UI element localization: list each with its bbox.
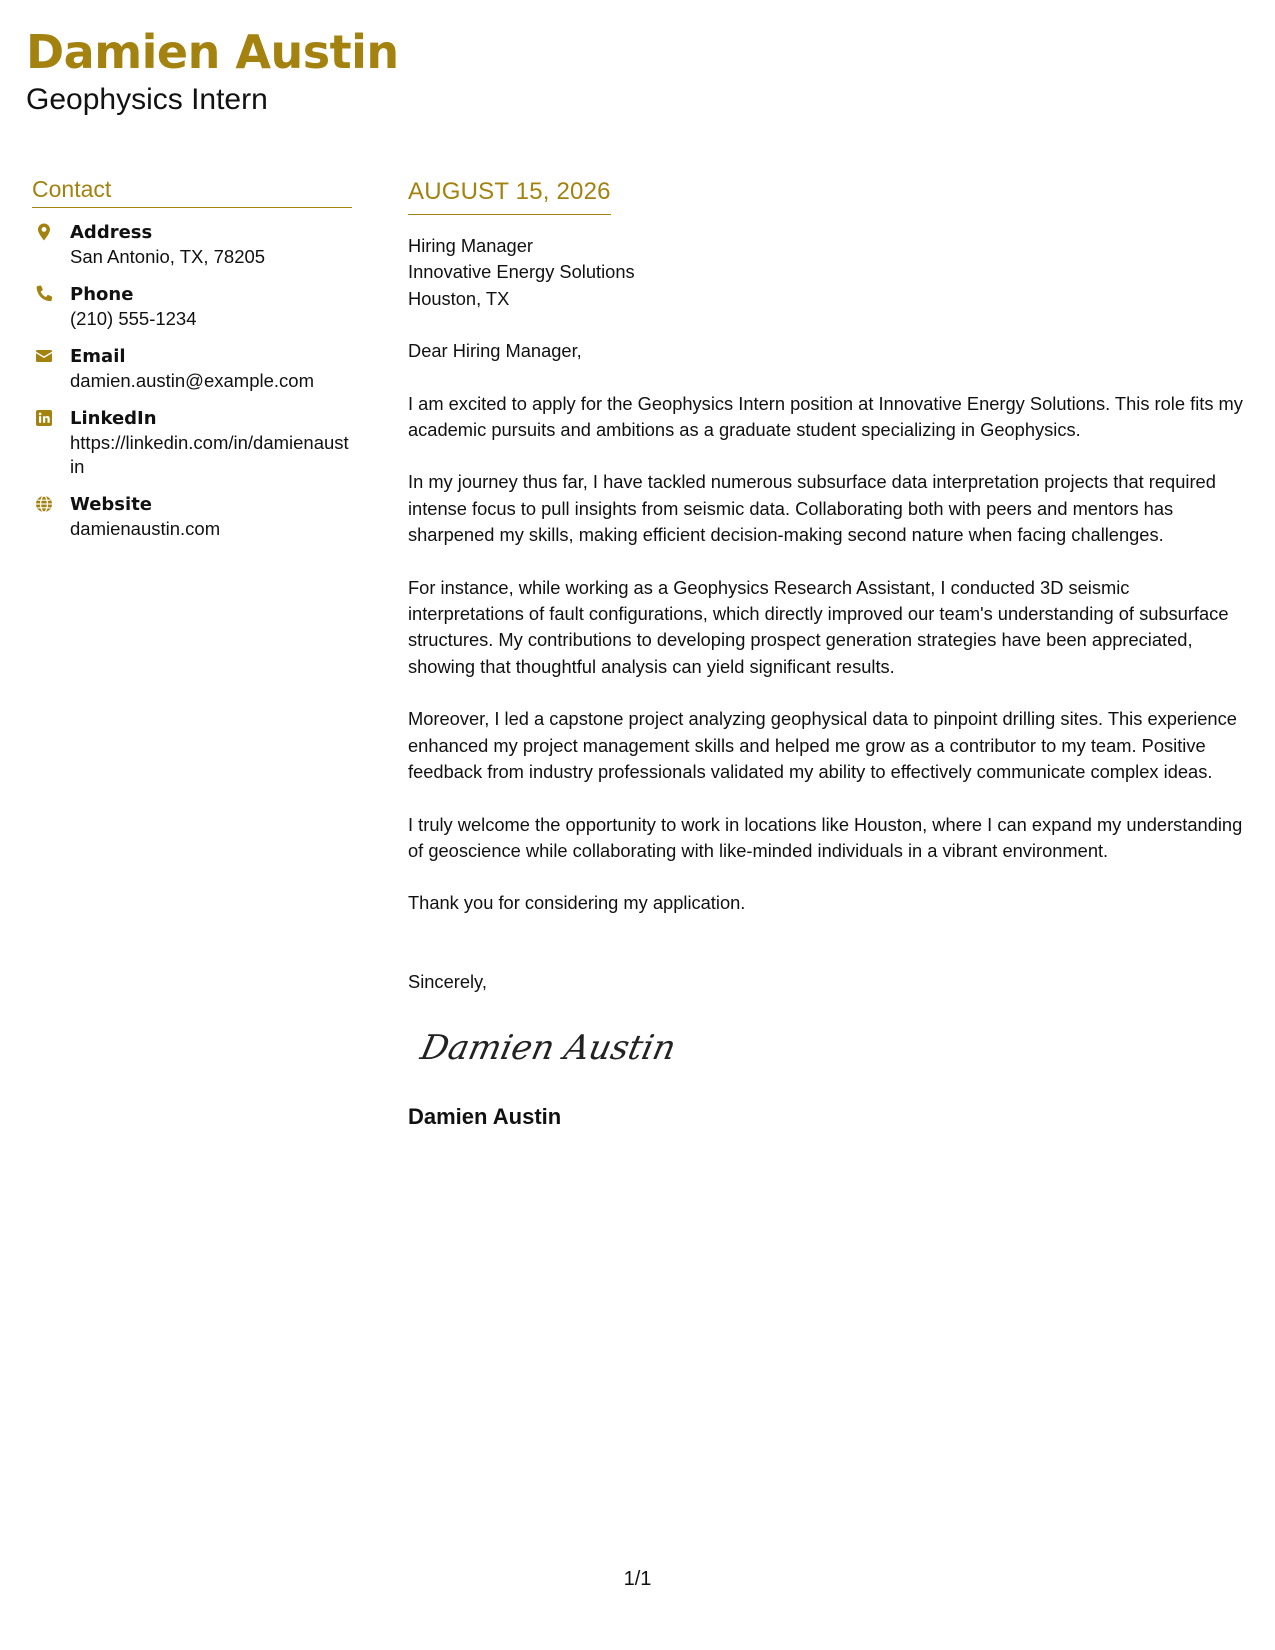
paragraph-research: For instance, while working as a Geophysics Research Assistant, I conducted 3D seismic interpretations of fault configurations, which directly improved our team's understanding of subsurface structures. My contributions to developing prospect generation strategies have been appreciated, showing that thoughtful analysis can yield significant results. bbox=[408, 576, 1229, 677]
signature-image bbox=[416, 1017, 676, 1077]
envelope-icon bbox=[34, 346, 54, 366]
phone-value: (210) 555-1234 bbox=[70, 308, 197, 329]
paragraph-thanks: Thank you for considering my application. bbox=[408, 892, 746, 914]
website-value[interactable]: damienaustin.com bbox=[70, 518, 221, 539]
closing: Sincerely, bbox=[408, 970, 487, 992]
recipient-block bbox=[408, 233, 1248, 312]
linkedin-icon bbox=[34, 408, 54, 428]
contact-sidebar bbox=[32, 176, 352, 554]
contact-item-email bbox=[32, 344, 352, 393]
contact-section-title: Contact bbox=[32, 176, 352, 208]
applicant-name: Damien Austin bbox=[26, 25, 399, 79]
svg-text:Damien Austin: Damien Austin bbox=[417, 1028, 676, 1069]
contact-item-linkedin bbox=[32, 406, 352, 479]
resume-header bbox=[26, 24, 399, 118]
paragraph-location: I truly welcome the opportunity to work in locations like Houston, where I can expand my understanding of geoscience while collaborating with like-minded individuals in a vibrant environment. bbox=[408, 813, 1243, 861]
email-label: Email bbox=[70, 346, 126, 367]
recipient-company: Innovative Energy Solutions bbox=[408, 261, 635, 283]
recipient-name: Hiring Manager bbox=[408, 235, 533, 256]
paragraph-experience: In my journey thus far, I have tackled numerous subsurface data interpretation projects that required intense focus to pull insights from seismic data. Collaborating both with peers and mentors has sharpened my skills, making efficient decision-making second nature when facing challenges. bbox=[408, 471, 1216, 546]
phone-label: Phone bbox=[70, 284, 134, 305]
map-pin-icon bbox=[34, 222, 54, 242]
website-label: Website bbox=[70, 494, 153, 515]
linkedin-label: LinkedIn bbox=[70, 408, 157, 429]
letter-date: AUGUST 15, 2026 bbox=[408, 176, 611, 215]
applicant-role: Geophysics Intern bbox=[26, 83, 268, 116]
phone-icon bbox=[34, 284, 54, 304]
contact-item-website bbox=[32, 492, 352, 541]
letter-body bbox=[408, 176, 1248, 1131]
salutation: Dear Hiring Manager, bbox=[408, 340, 582, 362]
email-value: damien.austin@example.com bbox=[70, 370, 314, 391]
signer-name: Damien Austin bbox=[408, 1103, 562, 1129]
page-number: 1/1 bbox=[623, 1568, 652, 1590]
recipient-location: Houston, TX bbox=[408, 287, 510, 309]
paragraph-capstone: Moreover, I led a capstone project analyzing geophysical data to pinpoint drilling sites. This experience enhanced my project management skills and helped me grow as a contributor to my team. Positive feedback from industry professionals validated my ability to effectively communicate complex ideas. bbox=[408, 708, 1237, 783]
contact-item-phone bbox=[32, 282, 352, 331]
address-value: San Antonio, TX, 78205 bbox=[70, 246, 266, 267]
contact-item-address bbox=[32, 220, 352, 269]
globe-icon bbox=[34, 494, 54, 514]
address-label: Address bbox=[70, 222, 153, 243]
linkedin-value[interactable]: https://linkedin.com/in/damienaustin bbox=[70, 432, 349, 477]
paragraph-intro: I am excited to apply for the Geophysics Intern position at Innovative Energy Solutions. This role fits my academic pursuits and ambitions as a graduate student specializing in Geophysics. bbox=[408, 392, 1243, 441]
